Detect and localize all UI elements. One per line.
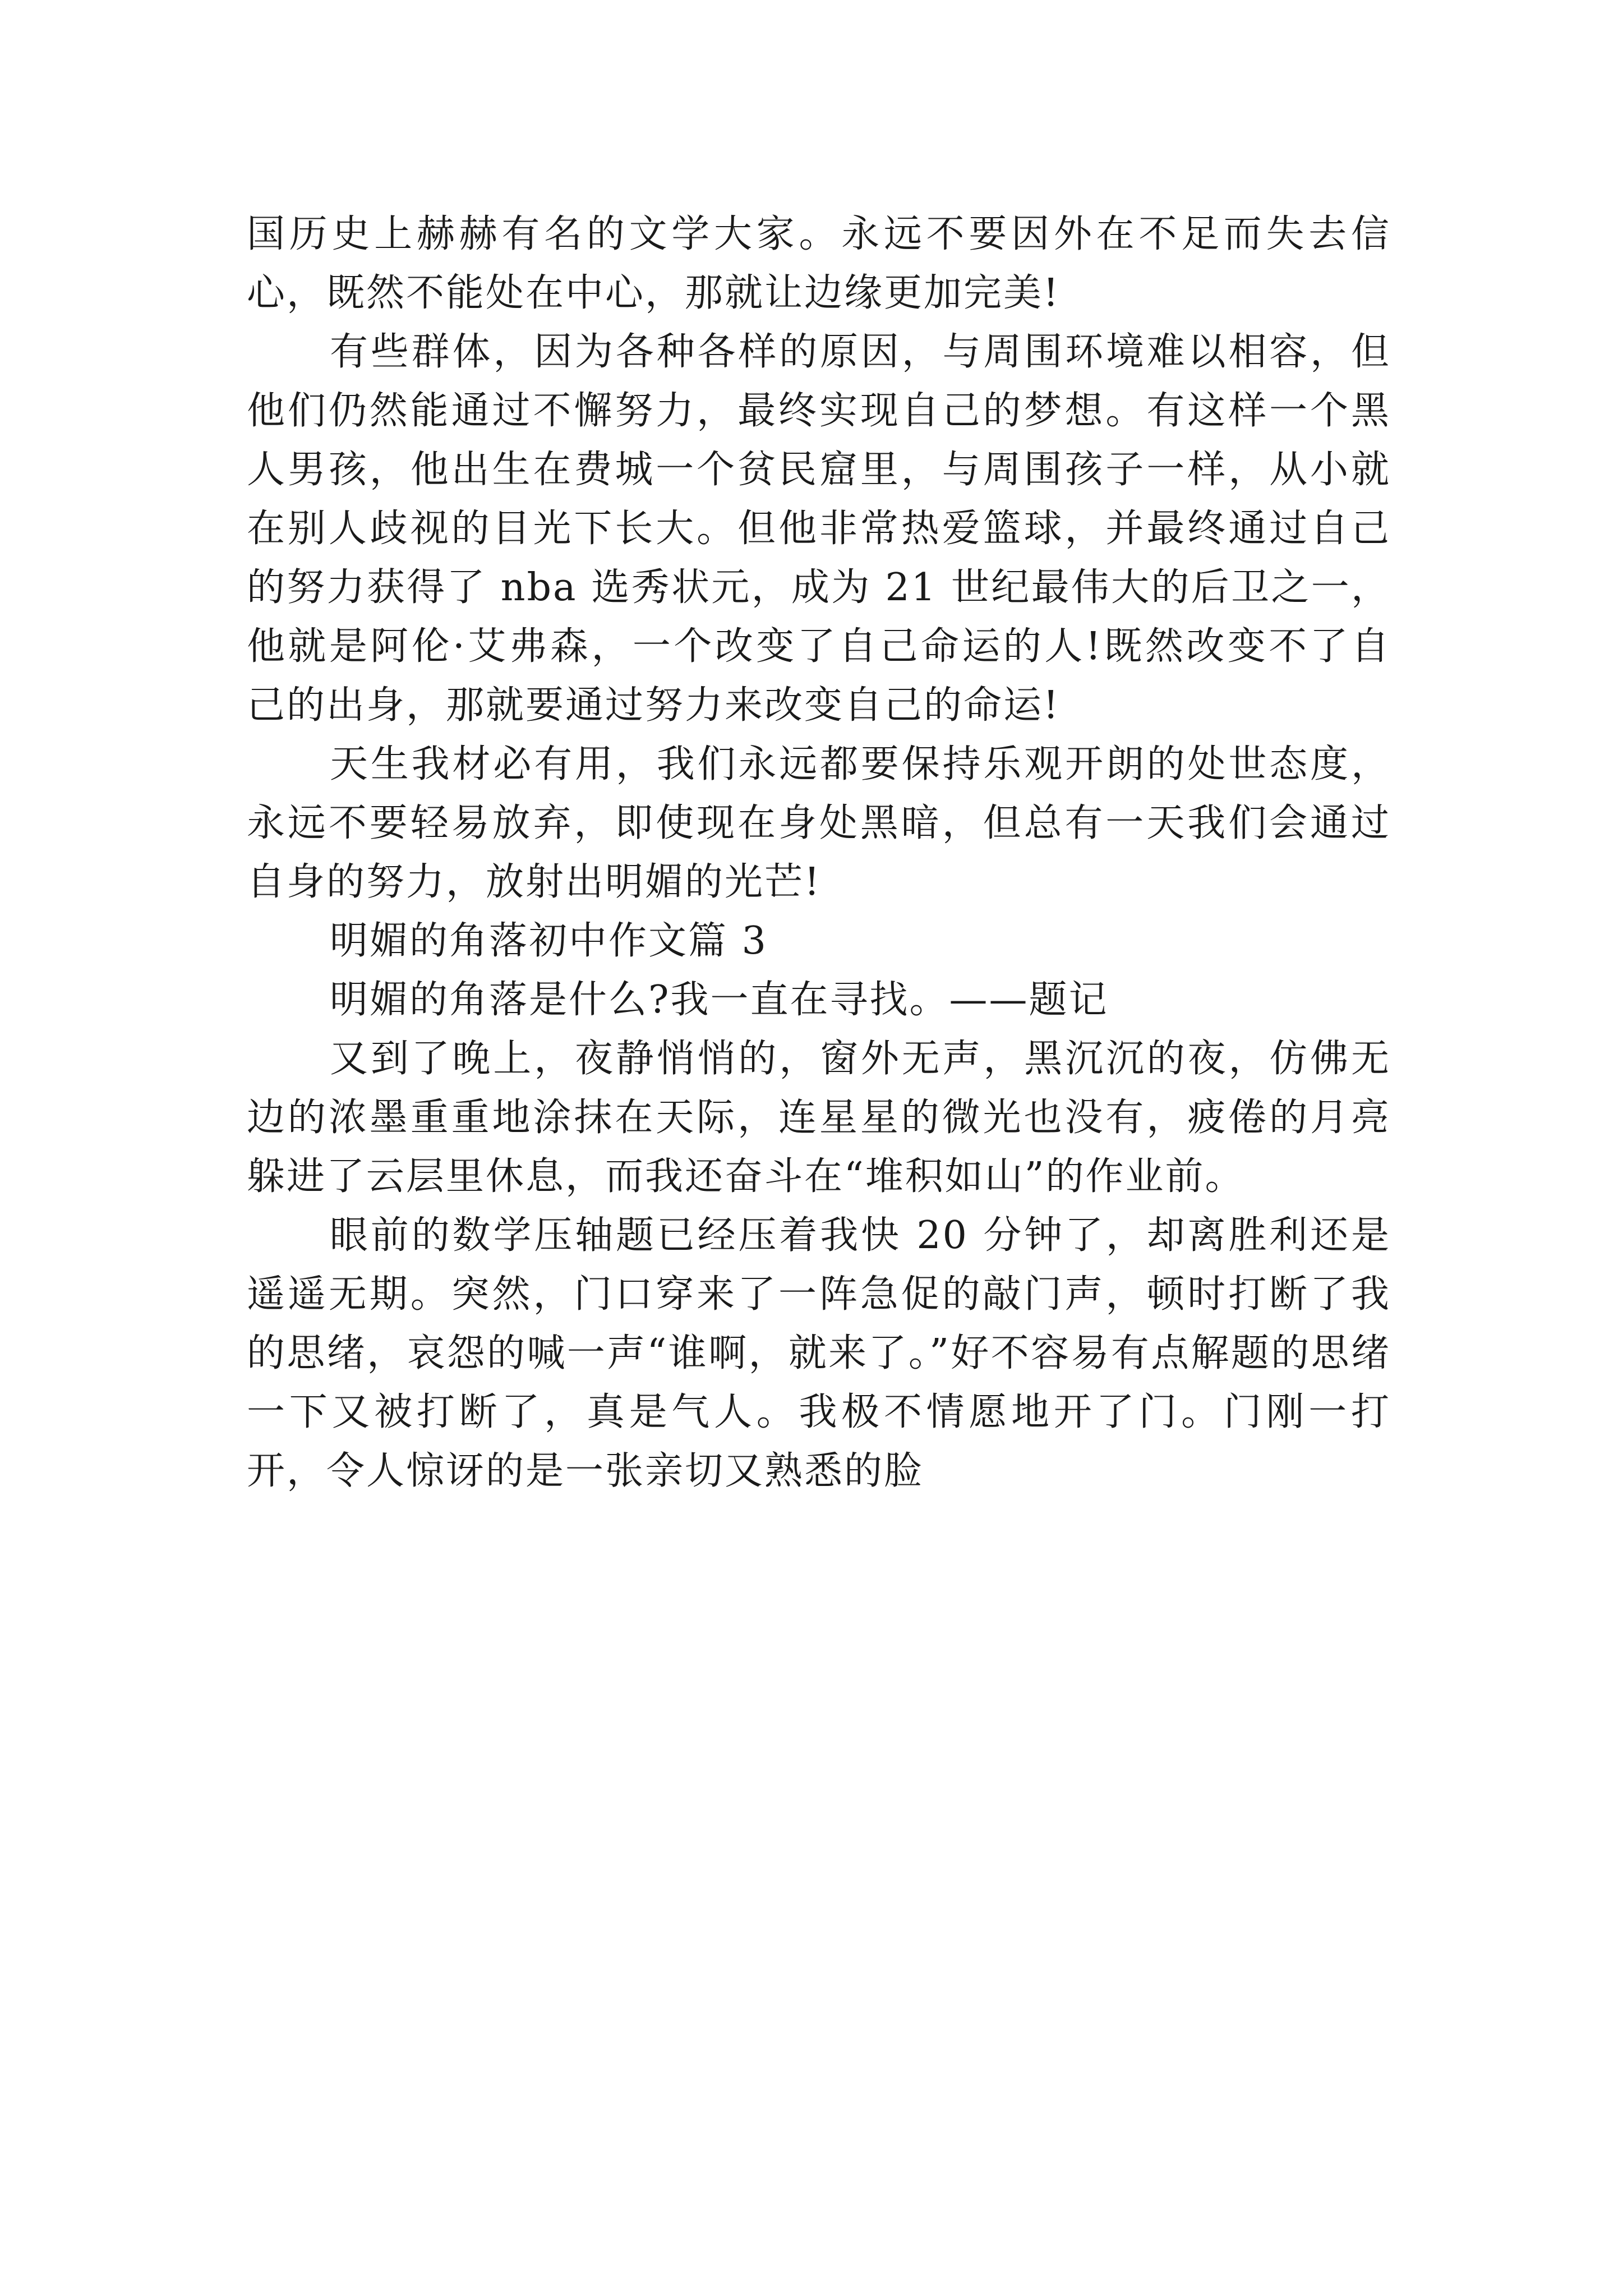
document-body [247,205,1391,1501]
paragraph-3: 天生我材必有用，我们永远都要保持乐观开朗的处世态度，永远不要轻易放弃，即使现在身处黑暗，但总有一天我们会通过自身的努力，放射出明媚的光芒! [247,742,1391,904]
paragraph-6: 又到了晚上，夜静悄悄的，窗外无声，黑沉沉的夜，仿佛无边的浓墨重重地涂抹在天际，连星星的微光也没有，疲倦的月亮躲进了云层里休息，而我还奋斗在“堆积如山”的作业前。 [247,1037,1391,1199]
epigraph: 明媚的角落是什么?我一直在寻找。——题记 [330,978,1109,1022]
paragraph-2: 有些群体，因为各种各样的原因，与周围环境难以相容，但他们仍然能通过不懈努力，最终实现自己的梦想。有这样一个黑人男孩，他出生在费城一个贫民窟里，与周围孩子一样，从小就在别人歧视的目光下长大。但他非常热爱篮球，并最终通过自己的努力获得了 nba 选秀状元，成为 21 世纪最伟大的后卫之一，他就是阿伦·艾弗森，一个改变了自己命运的人!既然改变不了自己的出身，那就要通过努力来改变自己的命运! [247,330,1391,728]
paragraph-7: 眼前的数学压轴题已经压着我快 20 分钟了，却离胜利还是遥遥无期。突然，门口穿来了一阵急促的敲门声，顿时打断了我的思绪，哀怨的喊一声“谁啊，就来了。”好不容易有点解题的思绪一下又被打断了，真是气人。我极不情愿地开了门。门刚一打开，令人惊讶的是一张亲切又熟悉的脸 [247,1213,1391,1493]
paragraph-1: 国历史上赫赫有名的文学大家。永远不要因外在不足而失去信心，既然不能处在中心，那就让边缘更加完美! [247,212,1391,315]
section-heading: 明媚的角落初中作文篇 3 [330,919,768,963]
